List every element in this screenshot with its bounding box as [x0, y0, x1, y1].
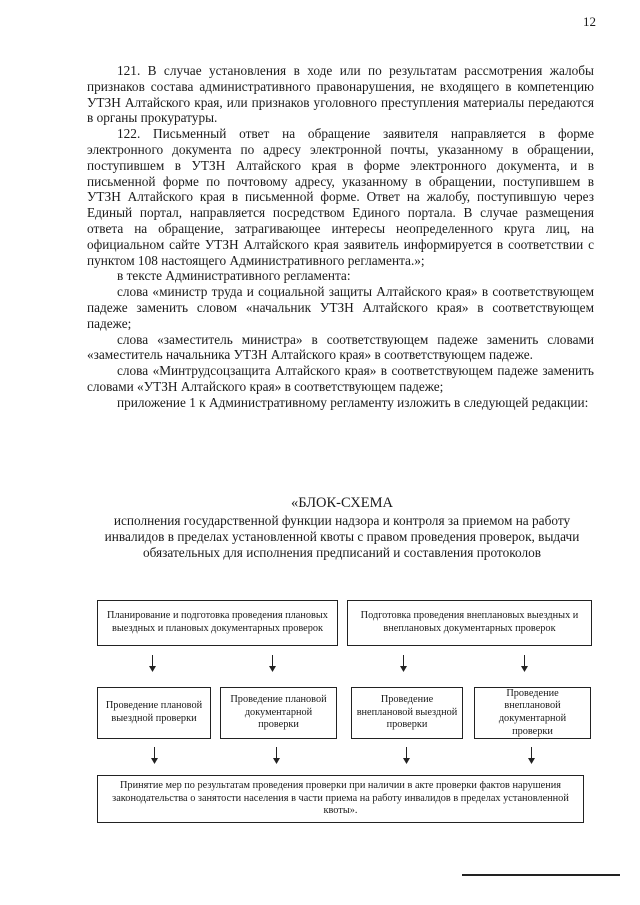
box-measures [97, 775, 584, 823]
paragraph-121: 121. В случае установления в ходе или по результатам рассмотрения жалобы признаков состава административного правонарушения, не входящего в компетенцию УТЗН Алтайского края, или признаков уголовного преступления материалы передаются в органы прокуратуры. [87, 63, 594, 126]
box-unplanned-documentary [474, 687, 591, 739]
paragraph-intro: в тексте Административного регламента: [117, 268, 351, 284]
box-unplanned-documentary-label: Проведение внеплановой документарной проверки [498, 687, 567, 737]
arrow-down-icon [272, 747, 281, 765]
box-unplanned-onsite-label: Проведение внеплановой выездной проверки [356, 694, 458, 731]
box-unplanned-prep [347, 600, 592, 646]
paragraph-deputy: слова «заместитель министра» в соответствующем падеже заменить словами «заместитель начальника УТЗН Алтайского края» в соответствующем падеже. [87, 331, 594, 363]
arrow-down-icon [402, 747, 411, 765]
arrow-down-icon [148, 655, 157, 673]
arrow-down-icon [520, 655, 529, 673]
paragraph-minister: слова «министр труда и социальной защиты Алтайского края» в соответствующем падеже заменить словом «начальник УТЗН Алтайского края» в соответствующем падеже; [87, 284, 594, 331]
arrow-down-icon [527, 747, 536, 765]
box-planning [97, 600, 338, 646]
box-planned-documentary [220, 687, 337, 739]
box-unplanned-prep-label: Подготовка проведения внеплановых выездных и внеплановых документарных проверок [360, 610, 579, 634]
signature-line [462, 874, 620, 876]
box-measures-label: Принятие мер по результатам проведения проверки при наличии в акте проверки фактов нарушения законодательства о занятости населения в части приема на работу инвалидов в пределах установленной квоты». [112, 780, 569, 817]
scheme-subtitle: исполнения государственной функции надзора и контроля за приемом на работу инвалидов в пределах установленной квоты с правом проведения проверок, выдачи обязательных для исполнения предписаний и составления протоколов [104, 513, 580, 560]
arrow-down-icon [268, 655, 277, 673]
box-planned-onsite [97, 687, 211, 739]
paragraph-appendix: приложение 1 к Административному регламенту изложить в следующей редакции: [117, 394, 589, 410]
box-unplanned-onsite [351, 687, 463, 739]
page-number: 12 [583, 14, 596, 29]
box-planned-onsite-label: Проведение плановой выездной проверки [105, 700, 203, 724]
box-planning-label: Планирование и подготовка проведения плановых выездных и плановых документарных проверок [107, 610, 328, 634]
paragraph-ministry: слова «Минтрудсоцзащита Алтайского края» в соответствующем падеже заменить словами «УТЗН Алтайского края» в соответствующем падеже; [87, 363, 594, 394]
box-planned-documentary-label: Проведение плановой документарной проверки [230, 694, 327, 731]
arrow-down-icon [150, 747, 159, 765]
scheme-title: «БЛОК-СХЕМА [290, 495, 393, 511]
arrow-down-icon [399, 655, 408, 673]
document-body [87, 63, 594, 411]
paragraph-122: 122. Письменный ответ на обращение заявителя направляется в форме электронного документа по адресу электронной почты, указанному в обращении, поступившем в УТЗН Алтайского края в форме электронного документа, и в письменной форме по почтовому адресу, указанному в обращении, поступившем в УТЗН Алтайского края в письменной форме. Ответ на жалобу, поступившую через Единый портал, направляется посредством Единого портала. В случае размещения ответа на обращение, затрагивающее интересы неопределенного круга лиц, на официальном сайте УТЗН Алтайского края заявитель информируется в соответствии с пунктом 108 настоящего Административного регламента.»; [87, 126, 594, 268]
